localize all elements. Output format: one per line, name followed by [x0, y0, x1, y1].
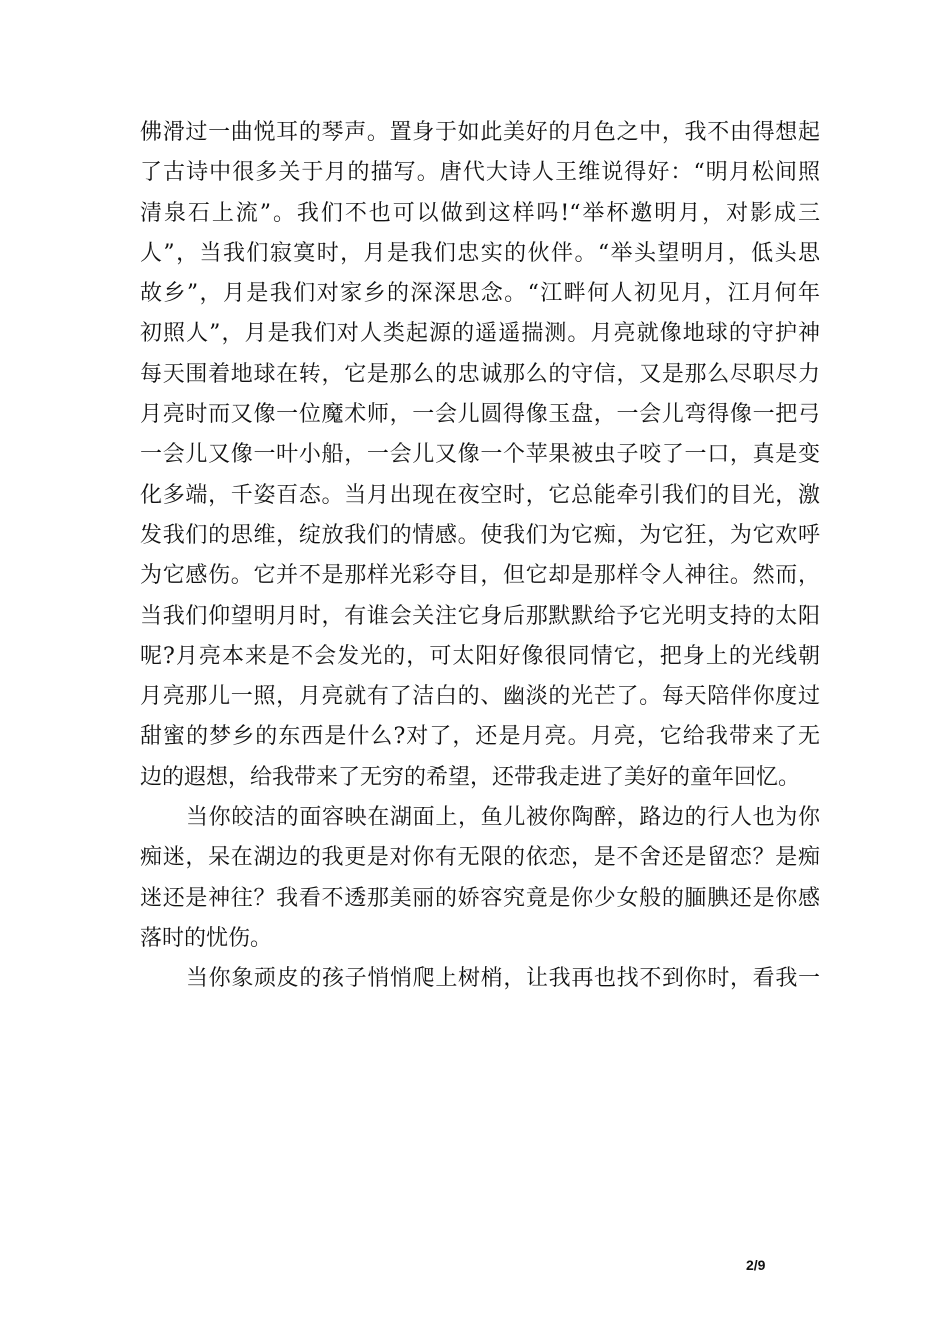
- text-line: 落时的忧伤。: [140, 925, 273, 951]
- text-line: 发我们的思维，绽放我们的情感。使我们为它痴，为它狂，为它欢呼: [140, 522, 820, 548]
- text-line: 每天围着地球在转，它是那么的忠诚那么的守信，又是那么尽职尽力: [140, 361, 820, 387]
- text-line: 当你皎洁的面容映在湖面上，鱼儿被你陶醉，路边的行人也为你: [186, 805, 820, 831]
- text-line: 一会儿又像一叶小船，一会儿又像一个苹果被虫子咬了一口，真是变: [140, 442, 820, 468]
- paragraph: [140, 113, 820, 798]
- text-line: 人”，当我们寂寞时，月是我们忠实的伙伴。“举头望明月，低头思: [140, 240, 820, 266]
- text-line: 甜蜜的梦乡的东西是什么?对了，还是月亮。月亮，它给我带来了无: [140, 724, 820, 750]
- text-line: 月亮时而又像一位魔术师，一会儿圆得像玉盘，一会儿弯得像一把弓: [140, 402, 820, 428]
- text-line: 了古诗中很多关于月的描写。唐代大诗人王维说得好：“明月松间照: [140, 160, 820, 186]
- text-line: 当我们仰望明月时，有谁会关注它身后那默默给予它光明支持的太阳: [140, 603, 820, 629]
- text-line: 初照人”，月是我们对人类起源的遥遥揣测。月亮就像地球的守护神: [140, 321, 820, 347]
- text-line: 边的遐想，给我带来了无穷的希望，还带我走进了美好的童年回忆。: [140, 764, 801, 790]
- text-line: 迷还是神往？我看不透那美丽的娇容究竟是你少女般的腼腆还是你感: [140, 885, 820, 911]
- text-line: 呢?月亮本来是不会发光的，可太阳好像很同情它，把身上的光线朝: [140, 643, 820, 669]
- page-number: 2/9: [746, 1257, 766, 1273]
- text-line: 化多端，千姿百态。当月出现在夜空时，它总能牵引我们的目光，激: [140, 482, 820, 508]
- text-line: 月亮那儿一照，月亮就有了洁白的、幽淡的光芒了。每天陪伴你度过: [140, 684, 820, 710]
- text-line: 清泉石上流”。我们不也可以做到这样吗!“举杯邀明月，对影成三: [140, 200, 820, 226]
- text-line: 当你象顽皮的孩子悄悄爬上树梢，让我再也找不到你时，看我一: [186, 966, 820, 992]
- text-line: 为它感伤。它并不是那样光彩夺目，但它却是那样令人神往。然而，: [140, 563, 820, 589]
- text-line: 痴迷，呆在湖边的我更是对你有无限的依恋，是不舍还是留恋？是痴: [140, 845, 820, 871]
- body-text: [140, 113, 820, 1000]
- text-line: 故乡”，月是我们对家乡的深深思念。“江畔何人初见月，江月何年: [140, 281, 820, 307]
- paragraph: [140, 959, 820, 999]
- text-line: 佛滑过一曲悦耳的琴声。置身于如此美好的月色之中，我不由得想起: [140, 120, 820, 145]
- paragraph: [140, 798, 820, 959]
